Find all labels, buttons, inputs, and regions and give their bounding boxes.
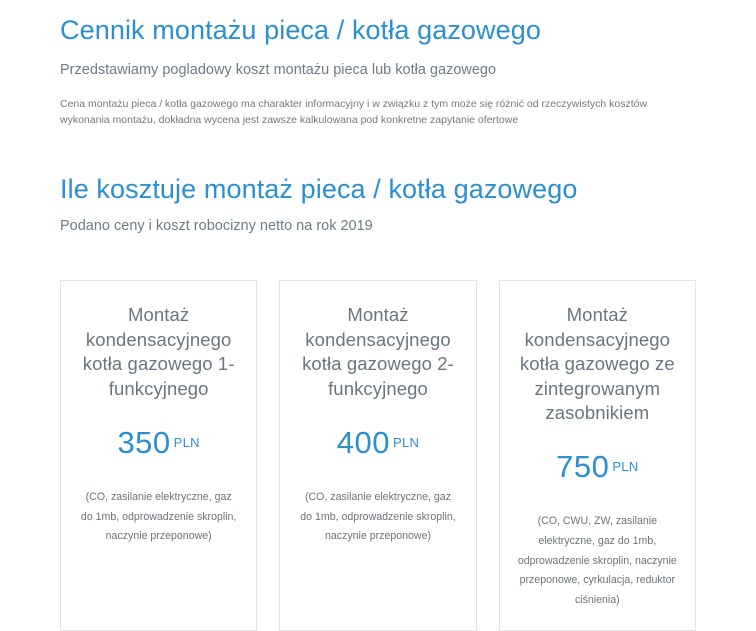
pricing-card-price — [514, 449, 681, 485]
pricing-card-title: Montaż kondensacyjnego kotła gazowego 1-funkcyjnego — [82, 304, 235, 399]
card-spacer — [294, 547, 461, 611]
pricing-card-title: Montaż kondensacyjnego kotła gazowego ze zintegrowanym zasobnikiem — [519, 304, 675, 423]
pricing-card-note: (CO, zasilanie elektryczne, gaz do 1mb, odprowadzenie skroplin, naczynie przeponowe) — [80, 490, 237, 543]
pricing-card — [60, 280, 257, 631]
pricing-card-price — [75, 424, 242, 460]
section-title: Ile kosztuje montaż pieca / kotła gazowego — [60, 173, 578, 204]
price-value: 400 — [336, 424, 390, 460]
pricing-cards — [60, 280, 696, 631]
price-disclaimer: Cena montażu pieca / kotła gazowego ma charakter informacyjny i w związku z tym może się różnić od rzeczywistych kosztów wykonania montażu, dokładna wycena jest zawsze kalkulowana pod konkretne zapytanie ofertowe — [60, 98, 648, 127]
price-value: 750 — [556, 449, 610, 485]
price-currency: PLN — [612, 459, 639, 475]
section-subtitle: Podano ceny i koszt robocizny netto na rok 2019 — [60, 218, 373, 235]
page-title: Cennik montażu pieca / kotła gazowego — [60, 15, 541, 45]
price-currency: PLN — [173, 434, 200, 450]
pricing-card — [499, 280, 696, 631]
card-spacer — [75, 547, 242, 611]
price-value: 350 — [117, 424, 171, 460]
pricing-card-note: (CO, CWU, ZW, zasilanie elektryczne, gaz do 1mb, odprowadzenie skroplin, naczynie przeponowe, cyrkulacja, reduktor ciśnienia) — [517, 515, 677, 606]
page-subtitle: Przedstawiamy pogladowy koszt montażu pieca lub kotła gazowego — [60, 61, 497, 78]
pricing-card-title: Montaż kondensacyjnego kotła gazowego 2-funkcyjnego — [302, 304, 454, 399]
pricing-card-price — [294, 424, 461, 460]
price-currency: PLN — [393, 434, 420, 450]
pricing-card-note: (CO, zasilanie elektryczne, gaz do 1mb, odprowadzenie skroplin, naczynie przeponowe) — [300, 490, 456, 543]
pricing-card — [279, 280, 476, 631]
